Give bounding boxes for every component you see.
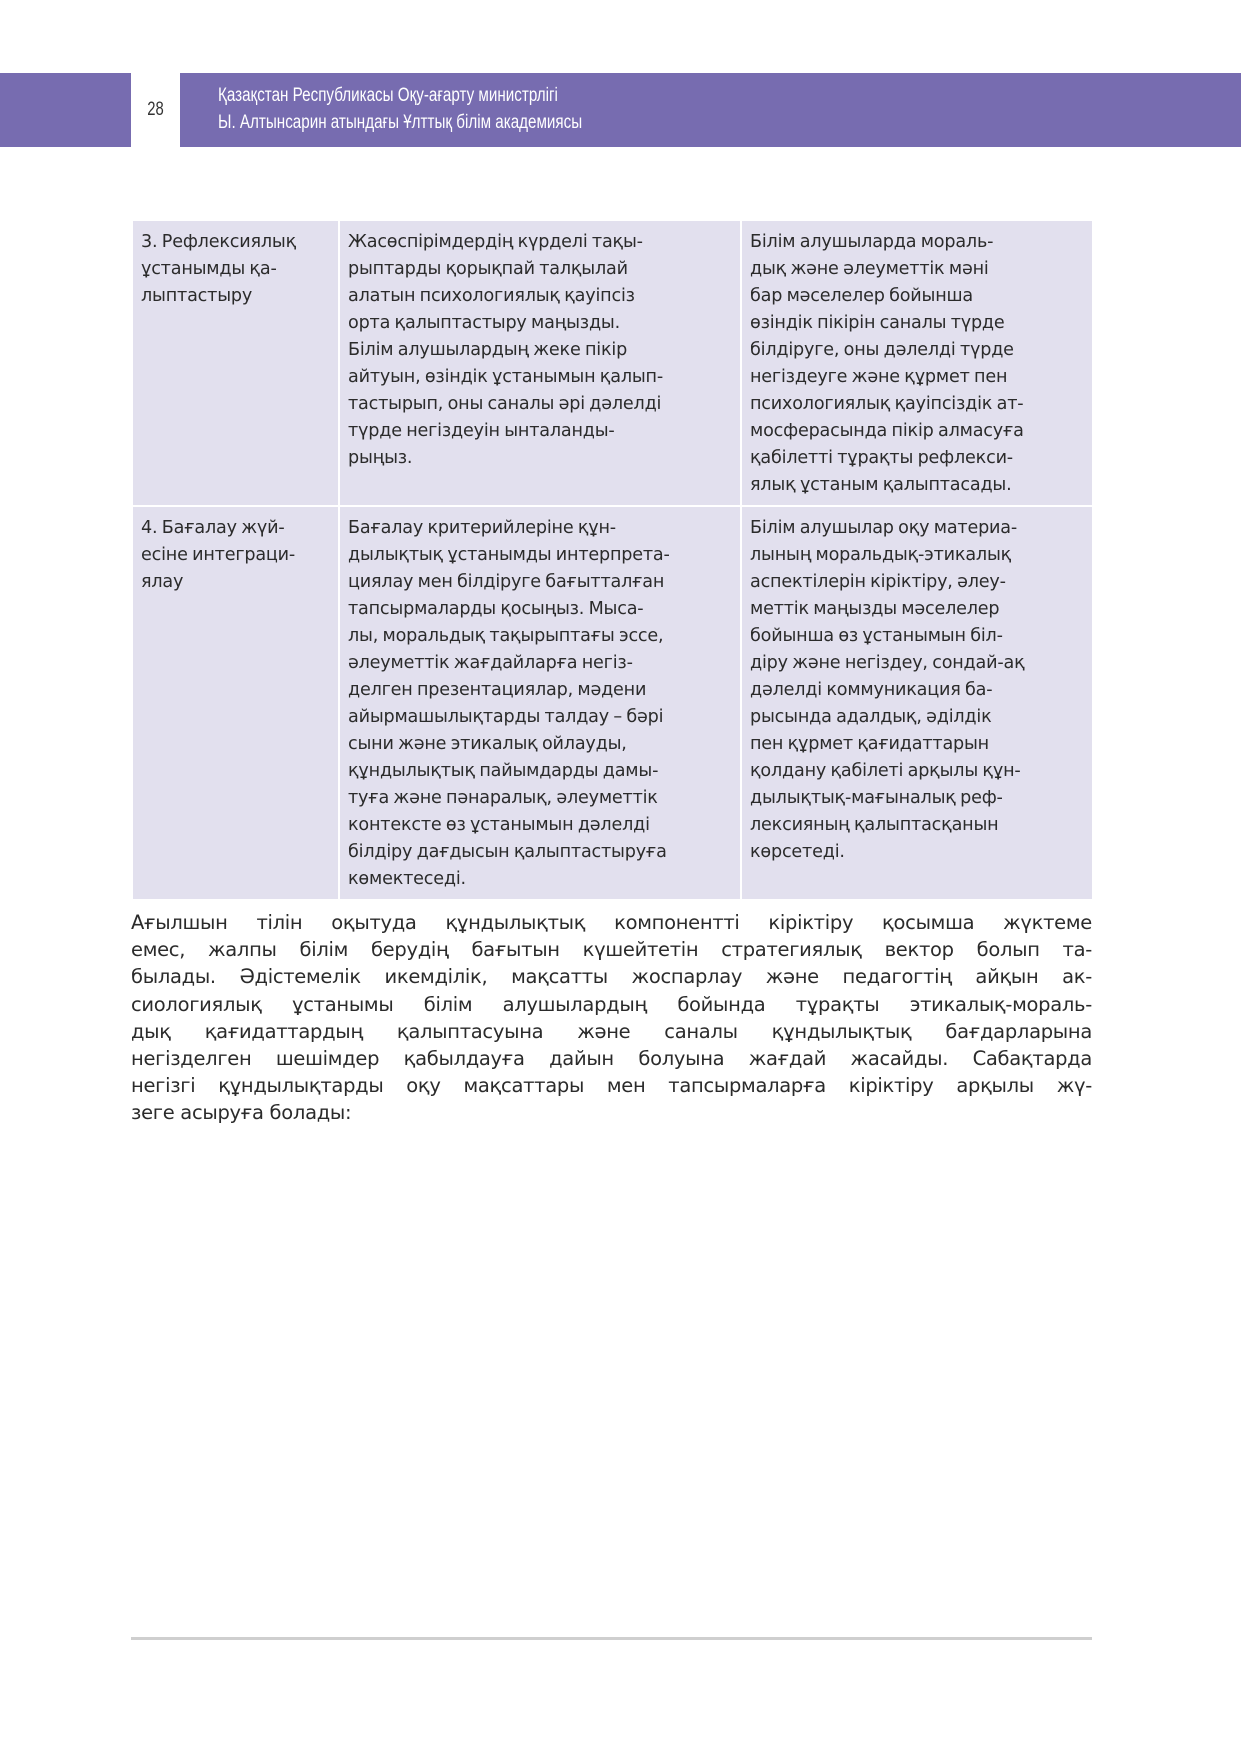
principle-cell [132,220,339,506]
cell-text-line: мосферасында пікір алмасуға [750,421,1024,441]
cell-text-line: бойынша өз ұстанымын біл- [750,626,1003,646]
cell-text-line: туға және пәнаралық, әлеуметтік [348,788,658,808]
cell-text-line: білдіруге, оны дәлелді түрде [750,340,1014,360]
header-ministry: Қазақстан Республикасы Оқу-ағарту министрлігі [218,85,558,106]
values-integration-table [131,219,1094,901]
cell-text-line: құндылықтық пайымдарды дамы- [348,761,659,781]
outcome-cell [741,506,1093,900]
cell-text-line: дәлелді коммуникация ба- [750,680,993,700]
cell-text-line: лексияның қалыптасқанын [750,815,999,835]
cell-text-line: орта қалыптастыру маңызды. [348,313,620,333]
cell-text-line: лы, моральдық тақырыптағы эссе, [348,626,664,646]
cell-text-line: делген презентациялар, мәдени [348,680,647,700]
cell-text-line: қолдану қабілеті арқылы құн- [750,761,1021,781]
cell-text-line: көрсетеді. [750,842,845,862]
cell-text-line: психологиялық қауіпсіздік ат- [750,394,1024,414]
paragraph-line: зеге асыруға болады: [131,1101,352,1125]
cell-text-line: пен құрмет қағидаттарын [750,734,989,754]
cell-text-line: Білім алушыларда мораль- [750,232,994,252]
cell-text-line: Бағалау критерийлеріне құн- [348,518,616,538]
paragraph-line: Ағылшын тілін оқытуда құндылықтық компонентті кіріктіру қосымша жүктеме [131,911,1092,934]
paragraph-line: емес, жалпы білім берудің бағытын күшейтетін стратегиялық вектор болып та- [131,938,1092,962]
cell-text-line: сыни және этикалық ойлауды, [348,734,627,754]
cell-text-line: негіздеуге және құрмет пен [750,367,1008,387]
cell-text-line: Білім алушылардың жеке пікір [348,340,628,360]
cell-text-line: көмектеседі. [348,869,466,889]
cell-text-line: айтуын, өзіндік ұстанымын қалып- [348,367,664,387]
recommendation-cell [339,506,741,900]
cell-text-line: алатын психологиялық қауіпсіз [348,286,635,306]
cell-text-line: Білім алушылар оқу материа- [750,518,1018,538]
page-number: 28 [147,99,164,120]
cell-text-line: лыптастыру [141,286,253,306]
cell-text-line: контексте өз ұстанымын дәлелді [348,815,650,835]
cell-text-line: әлеуметтік жағдайларға негіз- [348,653,633,673]
cell-text-line: Жасөспірімдердің күрделі тақы- [348,232,643,252]
cell-text-line: циялау мен білдіруге бағытталған [348,572,665,592]
cell-text-line: ялау [141,572,184,592]
cell-text-line: тастырып, оны саналы әрі дәлелді [348,394,662,414]
recommendation-cell [339,220,741,506]
cell-text-line: ұстанымды қа- [141,259,277,279]
cell-text-line: дық және әлеуметтік мәні [750,259,989,279]
table-row [132,506,1093,900]
outcome-cell [741,220,1093,506]
table-row [132,220,1093,506]
header-academy: Ы. Алтынсарин атындағы Ұлттық білім академиясы [218,112,583,133]
cell-text-line: діру және негіздеу, сондай-ақ [750,653,1025,673]
paragraph-line: негізгі құндылықтарды оқу мақсаттары мен тапсырмаларға кіріктіру арқылы жү- [131,1074,1092,1098]
cell-text-line: меттік маңызды мәселелер [750,599,1000,619]
cell-text-line: есіне интеграци- [141,545,296,565]
body-paragraph [131,909,1092,1127]
footer-divider [131,1637,1092,1640]
paragraph-line: сиологиялық ұстанымы білім алушылардың бойында тұрақты этикалық-мораль- [131,992,1092,1016]
principle-cell [132,506,339,900]
cell-text-line: білдіру дағдысын қалыптастыруға [348,842,667,862]
cell-text-line: айырмашылықтарды талдау – бәрі [348,707,664,727]
running-header [180,73,1241,147]
cell-text-line: дылықтық-мағыналық реф- [750,788,1003,808]
cell-text-line: рысында адалдық, әділдік [750,707,992,727]
paragraph-line: негізделген шешімдер қабылдауға дайын болуына жағдай жасайды. Сабақтарда [131,1046,1092,1070]
cell-text-line: 4. Бағалау жүй- [141,518,285,538]
cell-text-line: аспектілерін кіріктіру, әлеу- [750,572,1006,592]
cell-text-line: тапсырмаларды қосыңыз. Мыса- [348,599,644,619]
paragraph-line: былады. Әдістемелік икемділік, мақсатты жоспарлау және педагогтің айқын ак- [131,965,1092,989]
cell-text-line: түрде негіздеуін ынталанды- [348,421,615,441]
header-accent-block [0,73,131,147]
cell-text-line: рыңыз. [348,448,413,468]
cell-text-line: 3. Рефлексиялық [141,232,297,252]
cell-text-line: ялық ұстаным қалыптасады. [750,475,1012,495]
cell-text-line: бар мәселелер бойынша [750,286,974,306]
paragraph-line: дық қағидаттардың қалыптасуына және саналы құндылықтық бағдарларына [131,1019,1092,1043]
cell-text-line: дылықтық ұстанымды интерпрета- [348,545,670,565]
cell-text-line: рыптарды қорықпай талқылай [348,259,628,279]
cell-text-line: өзіндік пікірін саналы түрде [750,313,1005,333]
cell-text-line: лының моральдық-этикалық [750,545,1012,565]
cell-text-line: қабілетті тұрақты рефлекси- [750,448,1013,468]
